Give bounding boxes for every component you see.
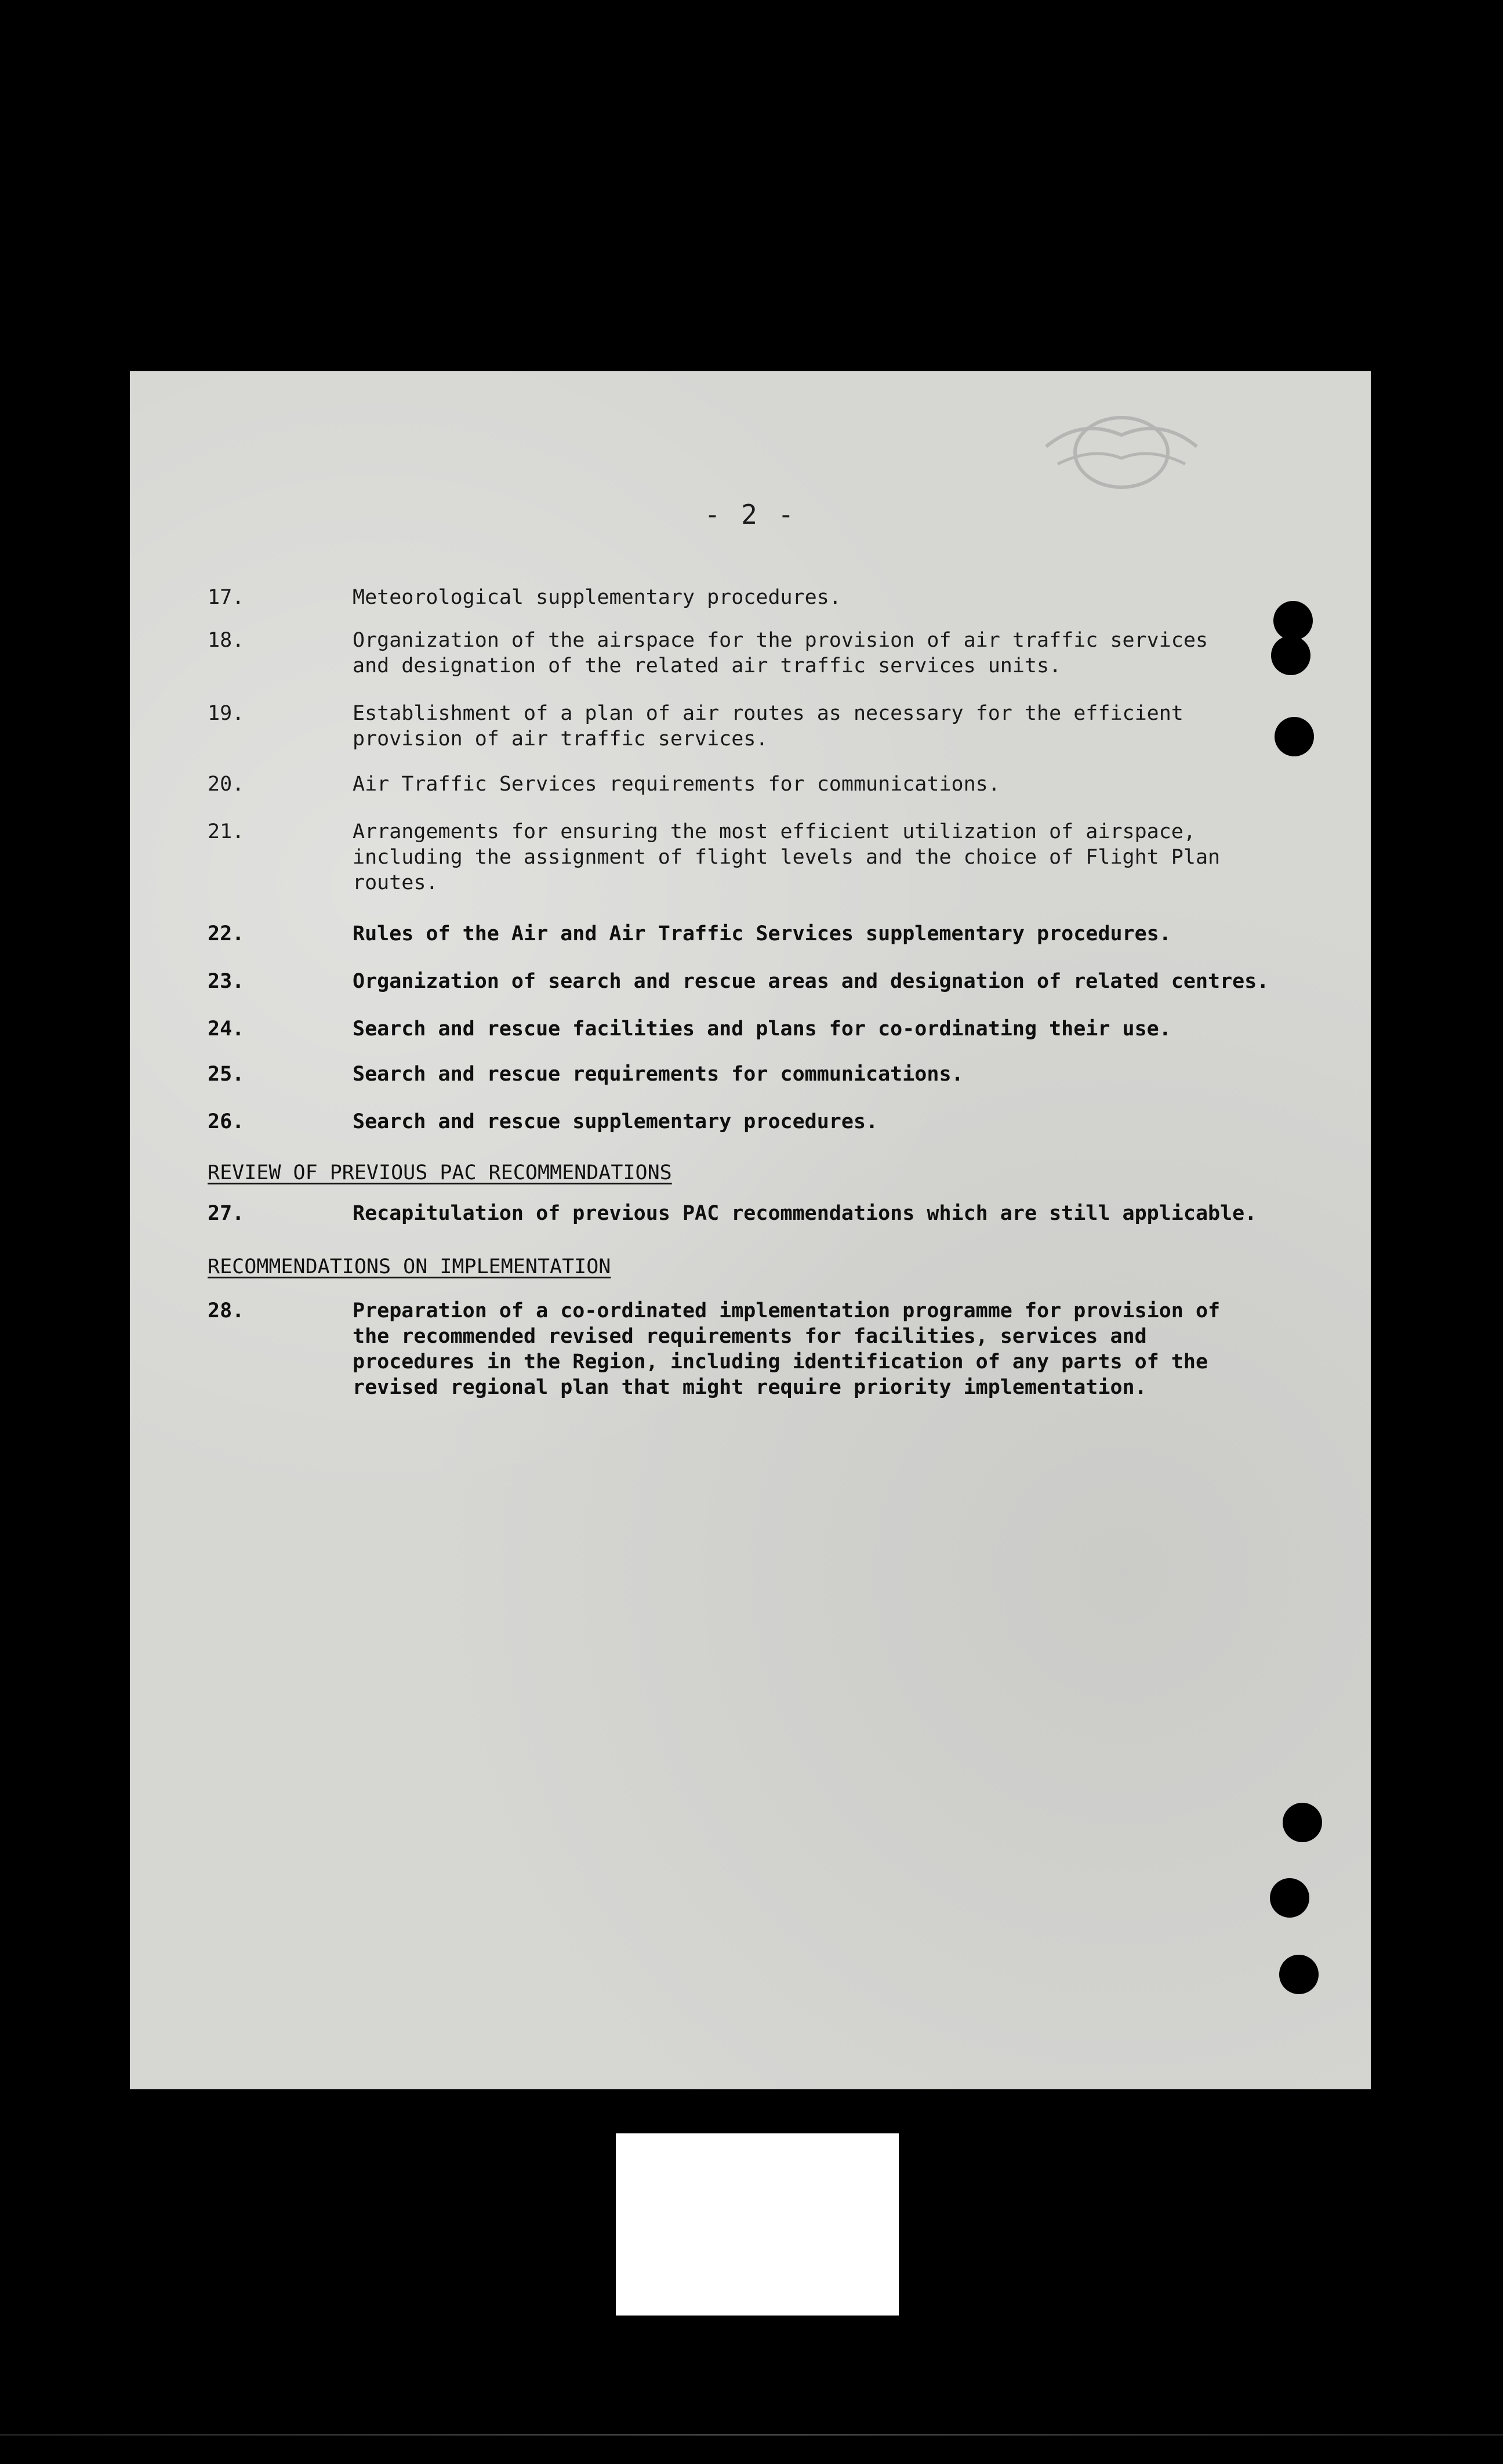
item-text: Meteorological supplementary procedures. (353, 586, 841, 609)
item-text: Preparation of a co-ordinated implementation programme for provision of the recommended revised requirements for facilities, services and procedures in the Region, including identification of any parts of the revised regional plan that might require priority implementation. (353, 1299, 1221, 1399)
section-heading-implementation: RECOMMENDATIONS ON IMPLEMENTATION (208, 1255, 611, 1278)
item-number: 18. (208, 629, 245, 652)
item-number: 17. (208, 586, 245, 609)
scan-edge-line (0, 2434, 1503, 2436)
item-text: Search and rescue facilities and plans for co-ordinating their use. (353, 1017, 1171, 1041)
item-number: 24. (208, 1017, 245, 1041)
item-number: 27. (208, 1202, 245, 1225)
punch-hole (1273, 601, 1313, 640)
item-number: 19. (208, 702, 245, 725)
item-number: 28. (208, 1299, 245, 1322)
item-text: Search and rescue supplementary procedures. (353, 1110, 878, 1133)
blank-label-area (616, 2133, 899, 2316)
item-text: Search and rescue requirements for communications. (353, 1063, 964, 1086)
item-text: Organization of search and rescue areas and designation of related centres. (353, 970, 1269, 993)
item-number: 23. (208, 970, 245, 993)
punch-hole (1283, 1803, 1322, 1842)
item-number: 21. (208, 820, 245, 843)
item-number: 26. (208, 1110, 245, 1133)
item-number: 25. (208, 1063, 245, 1086)
item-text: Air Traffic Services requirements for communications. (353, 773, 1000, 796)
item-text: Recapitulation of previous PAC recommendations which are still applicable. (353, 1202, 1257, 1225)
item-text: Organization of the airspace for the provision of air traffic services and designation of the related air traffic services units. (353, 629, 1208, 677)
punch-hole (1270, 1878, 1309, 1918)
item-text: Arrangements for ensuring the most efficient utilization of airspace, including the assignment of flight levels and the choice of Flight Plan routes. (353, 820, 1221, 894)
document-page (130, 371, 1371, 2089)
item-number: 20. (208, 773, 245, 796)
item-text: Rules of the Air and Air Traffic Services supplementary procedures. (353, 922, 1171, 945)
punch-hole (1271, 636, 1310, 675)
document-body (130, 371, 1371, 2089)
item-number: 22. (208, 922, 245, 945)
section-heading-review: REVIEW OF PREVIOUS PAC RECOMMENDATIONS (208, 1161, 672, 1184)
punch-hole (1275, 717, 1314, 756)
item-text: Establishment of a plan of air routes as necessary for the efficient provision of air traffic services. (353, 702, 1183, 751)
punch-hole (1279, 1955, 1319, 1994)
page-number: - 2 - (704, 499, 797, 530)
